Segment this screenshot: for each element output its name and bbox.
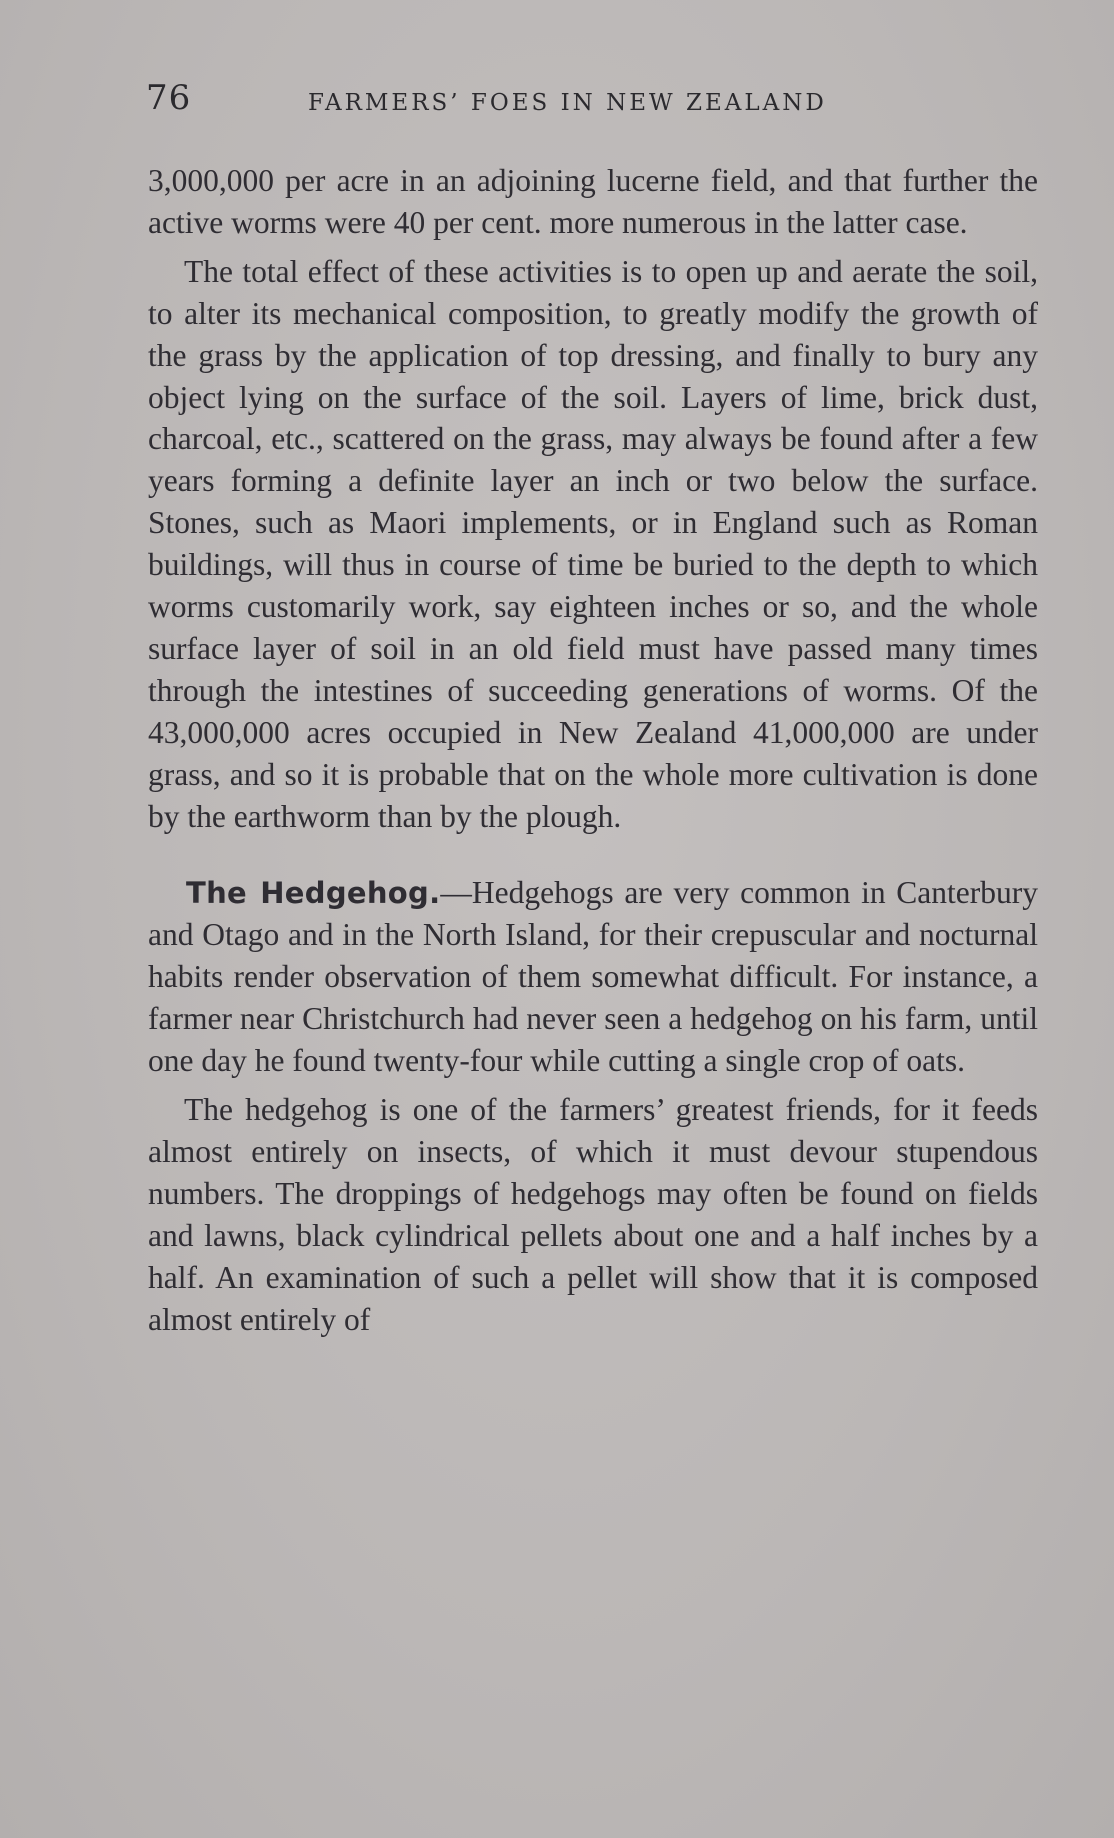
paragraph-continued: 3,000,000 per acre in an adjoining lucerne field, and that further the active worms were 40 per cent. more numerous in the latter case. — [148, 163, 1038, 240]
page-number: 76 — [146, 78, 192, 118]
section-title-hedgehog: The Hedgehog. — [186, 875, 441, 910]
paragraph-hedgehog-diet: The hedgehog is one of the farmers’ greatest friends, for it feeds almost entirely on insects, of which it must devour stupendous numbers. The droppings of hedgehogs may often be found on fields and lawns, black cylindrical pellets about one and a half inches by a half. An examination of such a pellet will show that it is composed almost entirely of — [148, 1092, 1038, 1337]
paragraph-hedgehog-intro — [148, 872, 1038, 1083]
running-head: FARMERS’ FOES IN NEW ZEALAND — [308, 90, 827, 116]
paragraph-hedgehog-intro-text: —Hedgehogs are very common in Canterbury and Otago and in the North Island, for their crepuscular and nocturnal habits render observation of them somewhat difficult. For instance, a farmer near Christchurch had never seen a hedgehog on his farm, until one day he found twenty-four while cutting a single crop of oats. — [148, 874, 1038, 1079]
paragraph-earthworm-effects: The total effect of these activities is to open up and aerate the soil, to alter its mechanical composition, to greatly modify the growth of the grass by the application of top dressing, and finally to bury any object lying on the surface of the soil. Layers of lime, brick dust, charcoal, etc., scattered on the grass, may always be found after a few years forming a definite layer an inch or two below the surface. Stones, such as Maori implements, or in England such as Roman buildings, will thus in course of time be buried to the depth to which worms customarily work, say eighteen inches or so, and the whole surface layer of soil in an old field must have passed many times through the intestines of succeeding generations of worms. Of the 43,000,000 acres occupied in New Zealand 41,000,000 are under grass, and so it is probable that on the whole more cultivation is done by the earthworm than by the plough. — [148, 253, 1038, 834]
body-text — [148, 160, 1038, 1347]
page-header — [146, 78, 1046, 128]
